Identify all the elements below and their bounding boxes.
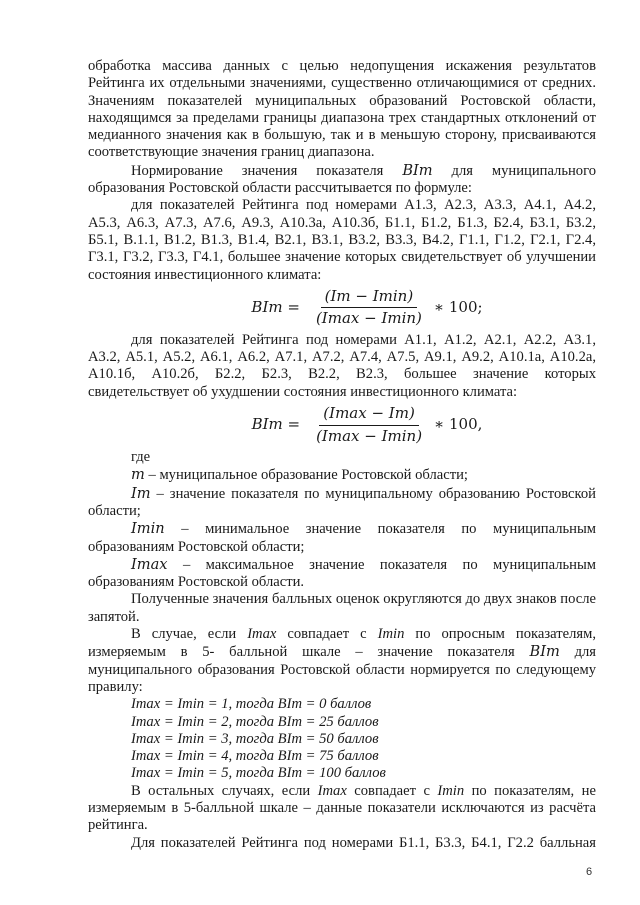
formula-negative [88,401,596,449]
document-page [88,58,596,852]
rule-item: Imax = Imin = 5, тогда BIm = 100 баллов [131,765,386,782]
rules-list [88,696,596,782]
formula-denominator: (Imax − Imin) [315,309,422,328]
formula-numerator: (Im − Imin) [321,288,418,308]
formula-fraction [312,288,426,328]
formula-positive [88,284,596,332]
definition-im: Im – значение показателя по муниципальному образованию Ростовской области; [88,484,596,519]
definition-m: m – муниципальное образование Ростовской области; [131,466,468,484]
paragraph-continued: Для показателей Рейтинга под номерами Б1.1, Б3.3, Б4.1, Г2.2 балльная [131,834,596,851]
paragraph-other-cases: В остальных случаях, если Imax совпадает с Imin по показателям, не измеряемым в 5-балльной шкале – данные показатели исключаются из расчёта рейтинга. [88,782,596,834]
formula-tail: ∗ 100; [433,298,483,317]
definition-imin: Imin – минимальное значение показателя по муниципальным образованиям Ростовской области; [88,520,596,555]
formula-fraction [312,405,426,445]
page-number: 6 [586,866,593,878]
paragraph-positive-indicators: для показателей Рейтинга под номерами А1.3, А2.3, А3.3, А4.1, А4.2, А5.3, А6.3, А7.3, А7.6, А9.3, А10.3а, А10.3б, Б1.1, Б1.2, Б1.3, Б2.4, Б3.1, Б3.2, Б5.1, В.1.1, В1.2, В1.3, В1.4, В2.1, В3.1, В3.2, В3.3, В4.2, Г1.1, Г1.2, Г2.1, Г2.4, Г3.1, Г3.2, Г3.3, Г4.1, большее значение которых свидетельствует об улучшении состояния инвестиционного климата: [88,197,596,283]
formula-denominator: (Imax − Imin) [316,426,423,445]
rule-item: Imax = Imin = 2, тогда BIm = 25 баллов [131,713,379,730]
paragraph-normalization: Нормирование значения показателя BIm для муниципального образования Ростовской области рассчитывается по формуле: [88,161,597,197]
formula-tail: ∗ 100, [434,415,483,434]
symbol-bim: BIm [402,161,433,179]
definition-imax: Imax – максимальное значение показателя по муниципальным образованиям Ростовской области. [88,555,596,591]
formula-lhs: BIm = [251,298,300,317]
formula-numerator: (Imax − Im) [319,405,419,425]
rule-item: Imax = Imin = 3, тогда BIm = 50 баллов [131,730,379,747]
paragraph-rounding: Полученные значения балльных оценок округляются до двух знаков после запятой. [88,591,596,625]
formula-lhs: BIm = [251,415,301,434]
paragraph-negative-indicators: для показателей Рейтинга под номерами А1.1, А1.2, А2.1, А2.2, А3.1, А3.2, А5.1, А5.2, А6.1, А6.2, А7.1, А7.2, А7.4, А7.5, А9.1, А9.2, А10.1а, А10.2а, А10.1б, А10.2б, Б2.2, Б2.3, В2.2, В2.3, большее значение которых свидетельствует об ухудшении состояния инвестиционного климата: [88,331,596,400]
paragraph-intro: обработка массива данных с целью недопущения искажения результатов Рейтинга их отдельными значениями, существенно отличающимися от средних. Значениям показателей муниципальных образований Ростовской области, находящимся за пределами границы диапазона трех стандартных отклонений от медианного значения как в большую, так и в меньшую сторону, присваиваются соответствующие значения границ диапазона. [88,58,596,161]
rule-item: Imax = Imin = 1, тогда BIm = 0 баллов [131,696,372,713]
paragraph-survey-case: В случае, если Imax совпадает с Imin по опросным показателям, измеряемым в 5- балльной шкале – значение показателя BIm для муниципального образования Ростовской области нормируется по следующему правилу: [88,626,596,695]
where-label: где [131,449,151,466]
rule-item: Imax = Imin = 4, тогда BIm = 75 баллов [131,748,379,765]
